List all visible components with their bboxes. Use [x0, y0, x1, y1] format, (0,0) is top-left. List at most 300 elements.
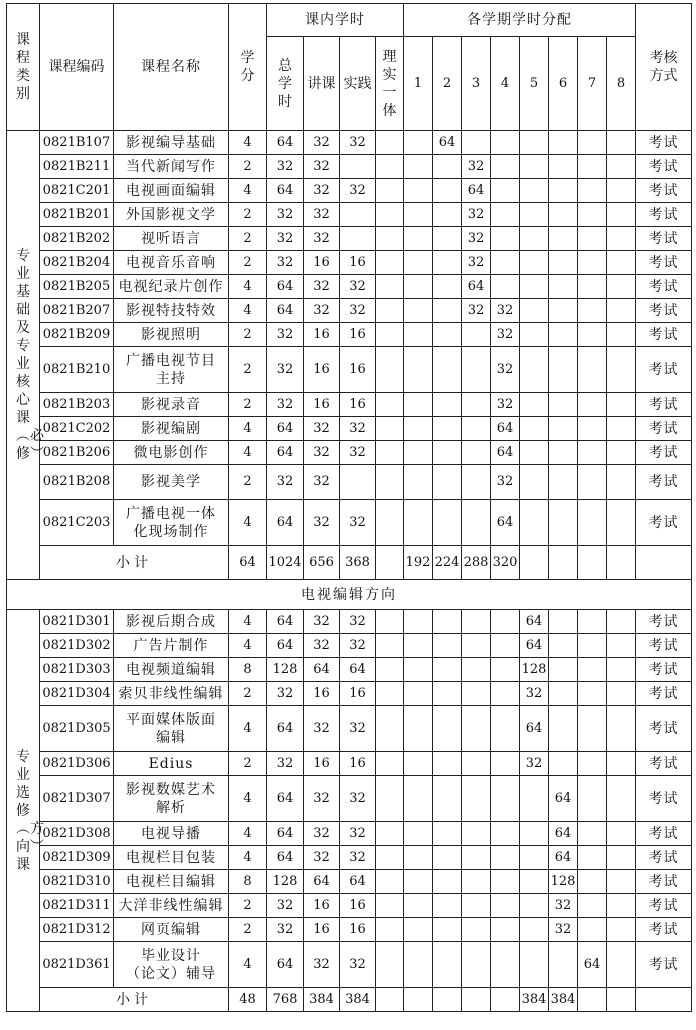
course-lecture-hours: 32 [304, 417, 340, 441]
section-title-tv-editing: 电视编辑方向 [7, 580, 692, 610]
course-integrated-hours [376, 347, 404, 393]
course-assessment: 考试 [636, 347, 692, 393]
course-code: 0821D302 [40, 634, 114, 658]
course-code: 0821D307 [40, 776, 114, 822]
course-practice-hours: 32 [340, 441, 376, 465]
semester-7-hours [578, 393, 607, 417]
core-category-text: 专业基础及专业核心课︵必修︶ [16, 248, 44, 462]
semester-7-hours [578, 131, 607, 155]
subtotal-label: 小计 [40, 988, 229, 1012]
course-credits: 2 [229, 251, 267, 275]
semester-5-hours [520, 203, 549, 227]
course-credits: 4 [229, 776, 267, 822]
semester-8-hours [607, 251, 636, 275]
course-total-hours: 128 [267, 870, 304, 894]
header-integrated-text: 理 实 一 体 [382, 48, 397, 119]
course-credits: 4 [229, 706, 267, 752]
course-lecture-hours: 32 [304, 610, 340, 634]
semester-2-hours [433, 299, 462, 323]
course-integrated-hours [376, 776, 404, 822]
semester-6-hours [549, 347, 578, 393]
semester-5-hours: 32 [520, 752, 549, 776]
course-lecture-hours: 32 [304, 500, 340, 546]
table-row [7, 846, 692, 870]
course-credits: 4 [229, 942, 267, 988]
semester-4-hours [491, 846, 520, 870]
semester-1-hours [404, 203, 433, 227]
semester-2-hours [433, 323, 462, 347]
course-credits: 2 [229, 918, 267, 942]
semester-3-hours [462, 752, 491, 776]
course-credits: 4 [229, 610, 267, 634]
semester-6-hours [549, 203, 578, 227]
semester-8-hours [607, 179, 636, 203]
semester-4-hours [491, 942, 520, 988]
course-integrated-hours [376, 131, 404, 155]
course-name: 广播电视节目 主持 [114, 347, 229, 393]
course-assessment: 考试 [636, 275, 692, 299]
semester-8-hours [607, 131, 636, 155]
semester-3-hours: 32 [462, 203, 491, 227]
course-practice-hours: 16 [340, 918, 376, 942]
course-assessment: 考试 [636, 894, 692, 918]
header-category [7, 4, 40, 131]
semester-5-hours [520, 894, 549, 918]
course-lecture-hours: 16 [304, 323, 340, 347]
course-name: 影视录音 [114, 393, 229, 417]
course-assessment: 考试 [636, 417, 692, 441]
subtotal-assessment [636, 988, 692, 1012]
semester-4-hours [491, 870, 520, 894]
course-integrated-hours [376, 203, 404, 227]
table-row [7, 347, 692, 393]
course-lecture-hours: 16 [304, 393, 340, 417]
semester-7-hours [578, 441, 607, 465]
semester-2-hours [433, 752, 462, 776]
semester-5-hours: 32 [520, 682, 549, 706]
semester-7-hours [578, 682, 607, 706]
course-credits: 8 [229, 658, 267, 682]
course-integrated-hours [376, 441, 404, 465]
table-row [7, 776, 692, 822]
table-row [7, 323, 692, 347]
course-integrated-hours [376, 894, 404, 918]
course-integrated-hours [376, 417, 404, 441]
course-name: 外国影视文学 [114, 203, 229, 227]
semester-1-hours [404, 918, 433, 942]
table-row [7, 203, 692, 227]
semester-1-hours [404, 465, 433, 500]
course-integrated-hours [376, 682, 404, 706]
semester-1-hours [404, 347, 433, 393]
semester-5-hours [520, 227, 549, 251]
semester-7-hours [578, 822, 607, 846]
course-credits: 2 [229, 203, 267, 227]
course-credits: 4 [229, 441, 267, 465]
semester-3-hours: 32 [462, 227, 491, 251]
semester-3-hours: 64 [462, 275, 491, 299]
course-assessment: 考试 [636, 323, 692, 347]
semester-7-hours [578, 347, 607, 393]
course-lecture-hours: 32 [304, 465, 340, 500]
course-code: 0821D309 [40, 846, 114, 870]
semester-3-hours [462, 822, 491, 846]
course-lecture-hours: 32 [304, 776, 340, 822]
course-code: 0821D303 [40, 658, 114, 682]
table-row [7, 251, 692, 275]
semester-1-hours [404, 822, 433, 846]
semester-5-hours [520, 131, 549, 155]
semester-8-hours [607, 706, 636, 752]
course-total-hours: 64 [267, 275, 304, 299]
course-total-hours: 32 [267, 918, 304, 942]
course-name: Edius [114, 752, 229, 776]
header-assessment-text: 考核 方式 [649, 50, 678, 84]
header-semester-5: 5 [520, 37, 549, 131]
course-practice-hours: 32 [340, 179, 376, 203]
semester-5-hours [520, 918, 549, 942]
semester-8-hours [607, 323, 636, 347]
semester-8-hours [607, 776, 636, 822]
course-lecture-hours: 16 [304, 752, 340, 776]
subtotal-semester-7 [578, 988, 607, 1012]
course-practice-hours [340, 203, 376, 227]
subtotal-semester-7 [578, 546, 607, 580]
subtotal-semester-5 [520, 546, 549, 580]
semester-2-hours [433, 870, 462, 894]
semester-4-hours: 32 [491, 393, 520, 417]
course-integrated-hours [376, 706, 404, 752]
header-name-text: 课程名称 [141, 59, 201, 75]
semester-5-hours: 64 [520, 610, 549, 634]
semester-7-hours: 64 [578, 942, 607, 988]
course-name: 当代新闻写作 [114, 155, 229, 179]
course-code: 0821B201 [40, 203, 114, 227]
semester-5-hours [520, 179, 549, 203]
semester-3-hours: 32 [462, 299, 491, 323]
semester-8-hours [607, 894, 636, 918]
semester-3-hours [462, 706, 491, 752]
semester-1-hours [404, 251, 433, 275]
course-practice-hours: 32 [340, 634, 376, 658]
table-header [7, 4, 692, 131]
course-practice-hours: 64 [340, 658, 376, 682]
semester-4-hours [491, 227, 520, 251]
semester-3-hours [462, 634, 491, 658]
semester-1-hours [404, 706, 433, 752]
course-practice-hours: 32 [340, 417, 376, 441]
elective-category-label [7, 610, 44, 1012]
semester-8-hours [607, 822, 636, 846]
header-semester-2: 2 [433, 37, 462, 131]
semester-7-hours [578, 417, 607, 441]
semester-6-hours [549, 131, 578, 155]
course-lecture-hours: 32 [304, 942, 340, 988]
course-name: 影视编导基础 [114, 131, 229, 155]
course-lecture-hours: 32 [304, 299, 340, 323]
semester-8-hours [607, 417, 636, 441]
subtotal-semester-8 [607, 988, 636, 1012]
course-total-hours: 64 [267, 179, 304, 203]
semester-5-hours [520, 500, 549, 546]
course-assessment: 考试 [636, 846, 692, 870]
semester-4-hours: 32 [491, 465, 520, 500]
course-name: 电视栏目编辑 [114, 870, 229, 894]
course-lecture-hours: 16 [304, 347, 340, 393]
course-assessment: 考试 [636, 227, 692, 251]
semester-5-hours [520, 465, 549, 500]
semester-6-hours [549, 299, 578, 323]
semester-4-hours [491, 682, 520, 706]
course-total-hours: 32 [267, 203, 304, 227]
table-row [7, 658, 692, 682]
semester-2-hours [433, 658, 462, 682]
semester-7-hours [578, 323, 607, 347]
semester-6-hours [549, 393, 578, 417]
course-practice-hours: 16 [340, 752, 376, 776]
course-name: 电视纪录片创作 [114, 275, 229, 299]
header-name [114, 4, 229, 131]
semester-8-hours [607, 155, 636, 179]
course-assessment: 考试 [636, 251, 692, 275]
semester-1-hours [404, 131, 433, 155]
course-lecture-hours: 64 [304, 870, 340, 894]
semester-1-hours [404, 227, 433, 251]
semester-4-hours [491, 610, 520, 634]
course-total-hours: 32 [267, 155, 304, 179]
header-assessment [636, 4, 692, 131]
course-integrated-hours [376, 942, 404, 988]
semester-4-hours [491, 275, 520, 299]
semester-4-hours [491, 894, 520, 918]
semester-8-hours [607, 393, 636, 417]
course-credits: 4 [229, 500, 267, 546]
course-assessment: 考试 [636, 500, 692, 546]
semester-3-hours [462, 417, 491, 441]
semester-3-hours: 64 [462, 179, 491, 203]
course-lecture-hours: 32 [304, 179, 340, 203]
semester-3-hours [462, 347, 491, 393]
semester-6-hours [549, 500, 578, 546]
course-code: 0821B208 [40, 465, 114, 500]
course-total-hours: 64 [267, 417, 304, 441]
course-integrated-hours [376, 822, 404, 846]
course-credits: 4 [229, 417, 267, 441]
course-name: 网页编辑 [114, 918, 229, 942]
semester-6-hours: 64 [549, 822, 578, 846]
semester-2-hours [433, 942, 462, 988]
course-code: 0821B210 [40, 347, 114, 393]
semester-1-hours [404, 417, 433, 441]
course-integrated-hours [376, 752, 404, 776]
table-row [7, 894, 692, 918]
table-row [7, 417, 692, 441]
course-practice-hours: 32 [340, 131, 376, 155]
semester-7-hours [578, 776, 607, 822]
course-code: 0821B202 [40, 227, 114, 251]
semester-2-hours [433, 441, 462, 465]
semester-7-hours [578, 155, 607, 179]
subtotal-practice-hours: 384 [340, 988, 376, 1012]
semester-1-hours [404, 870, 433, 894]
course-total-hours: 32 [267, 465, 304, 500]
semester-1-hours [404, 846, 433, 870]
course-assessment: 考试 [636, 634, 692, 658]
semester-2-hours: 64 [433, 131, 462, 155]
course-code: 0821B107 [40, 131, 114, 155]
course-assessment: 考试 [636, 179, 692, 203]
course-practice-hours: 32 [340, 776, 376, 822]
course-assessment: 考试 [636, 682, 692, 706]
semester-5-hours [520, 942, 549, 988]
course-total-hours: 64 [267, 942, 304, 988]
section-title-block [7, 580, 692, 610]
header-code: 课程编码 [40, 4, 114, 131]
semester-2-hours [433, 465, 462, 500]
semester-6-hours: 32 [549, 918, 578, 942]
course-credits: 2 [229, 682, 267, 706]
semester-3-hours [462, 393, 491, 417]
course-total-hours: 64 [267, 131, 304, 155]
semester-7-hours [578, 918, 607, 942]
semester-5-hours [520, 155, 549, 179]
course-total-hours: 64 [267, 706, 304, 752]
course-total-hours: 32 [267, 752, 304, 776]
table-row [7, 393, 692, 417]
semester-2-hours [433, 347, 462, 393]
header-semester-8: 8 [607, 37, 636, 131]
course-assessment: 考试 [636, 706, 692, 752]
semester-1-hours [404, 776, 433, 822]
semester-1-hours [404, 179, 433, 203]
course-integrated-hours [376, 179, 404, 203]
semester-7-hours [578, 846, 607, 870]
header-total-hours [267, 37, 304, 131]
course-integrated-hours [376, 634, 404, 658]
subtotal-semester-1: 192 [404, 546, 433, 580]
semester-8-hours [607, 465, 636, 500]
course-lecture-hours: 32 [304, 441, 340, 465]
semester-8-hours [607, 299, 636, 323]
course-assessment: 考试 [636, 822, 692, 846]
course-practice-hours: 32 [340, 299, 376, 323]
course-practice-hours: 32 [340, 610, 376, 634]
table-row [7, 441, 692, 465]
course-name: 影视美学 [114, 465, 229, 500]
course-integrated-hours [376, 393, 404, 417]
semester-6-hours [549, 942, 578, 988]
course-lecture-hours: 16 [304, 251, 340, 275]
course-practice-hours: 32 [340, 822, 376, 846]
semester-5-hours: 128 [520, 658, 549, 682]
table-row [7, 870, 692, 894]
semester-4-hours [491, 251, 520, 275]
semester-5-hours [520, 846, 549, 870]
course-practice-hours: 32 [340, 942, 376, 988]
course-code: 0821B203 [40, 393, 114, 417]
subtotal-credits: 48 [229, 988, 267, 1012]
subtotal-total-hours: 1024 [267, 546, 304, 580]
semester-6-hours [549, 323, 578, 347]
course-practice-hours: 16 [340, 323, 376, 347]
course-integrated-hours [376, 870, 404, 894]
semester-2-hours [433, 634, 462, 658]
semester-3-hours [462, 131, 491, 155]
course-code: 0821B207 [40, 299, 114, 323]
course-assessment: 考试 [636, 610, 692, 634]
subtotal-lecture-hours: 656 [304, 546, 340, 580]
course-name: 广播电视一体 化现场制作 [114, 500, 229, 546]
course-lecture-hours: 32 [304, 706, 340, 752]
semester-6-hours [549, 251, 578, 275]
course-assessment: 考试 [636, 942, 692, 988]
table-row [7, 155, 692, 179]
semester-7-hours [578, 634, 607, 658]
semester-4-hours: 64 [491, 500, 520, 546]
subtotal-semester-2: 224 [433, 546, 462, 580]
subtotal-semester-8 [607, 546, 636, 580]
semester-5-hours [520, 347, 549, 393]
semester-6-hours: 128 [549, 870, 578, 894]
course-lecture-hours: 32 [304, 822, 340, 846]
semester-3-hours [462, 918, 491, 942]
semester-4-hours [491, 658, 520, 682]
course-assessment: 考试 [636, 776, 692, 822]
course-assessment: 考试 [636, 658, 692, 682]
course-practice-hours [340, 465, 376, 500]
course-name: 微电影创作 [114, 441, 229, 465]
semester-4-hours: 64 [491, 441, 520, 465]
course-total-hours: 32 [267, 682, 304, 706]
table-row [7, 610, 692, 634]
course-code: 0821B204 [40, 251, 114, 275]
course-code: 0821D305 [40, 706, 114, 752]
course-total-hours: 64 [267, 776, 304, 822]
semester-2-hours [433, 894, 462, 918]
semester-3-hours [462, 776, 491, 822]
semester-2-hours [433, 203, 462, 227]
semester-4-hours [491, 776, 520, 822]
table-row [7, 918, 692, 942]
semester-1-hours [404, 682, 433, 706]
course-practice-hours: 16 [340, 251, 376, 275]
subtotal-row [7, 988, 692, 1012]
semester-6-hours: 32 [549, 894, 578, 918]
header-integrated [376, 37, 404, 131]
course-assessment: 考试 [636, 441, 692, 465]
course-assessment: 考试 [636, 155, 692, 179]
course-name: 毕业设计 （论文）辅导 [114, 942, 229, 988]
course-total-hours: 128 [267, 658, 304, 682]
course-code: 0821B211 [40, 155, 114, 179]
semester-8-hours [607, 846, 636, 870]
course-integrated-hours [376, 227, 404, 251]
table-row [7, 465, 692, 500]
course-credits: 8 [229, 870, 267, 894]
table-row [7, 227, 692, 251]
course-code: 0821B206 [40, 441, 114, 465]
elective-category-text: 专业选修︵方向︶课 [16, 748, 44, 873]
course-lecture-hours: 32 [304, 634, 340, 658]
course-assessment: 考试 [636, 203, 692, 227]
course-practice-hours: 32 [340, 706, 376, 752]
semester-6-hours [549, 227, 578, 251]
semester-7-hours [578, 894, 607, 918]
semester-5-hours: 64 [520, 706, 549, 752]
course-total-hours: 32 [267, 251, 304, 275]
semester-1-hours [404, 752, 433, 776]
course-integrated-hours [376, 658, 404, 682]
